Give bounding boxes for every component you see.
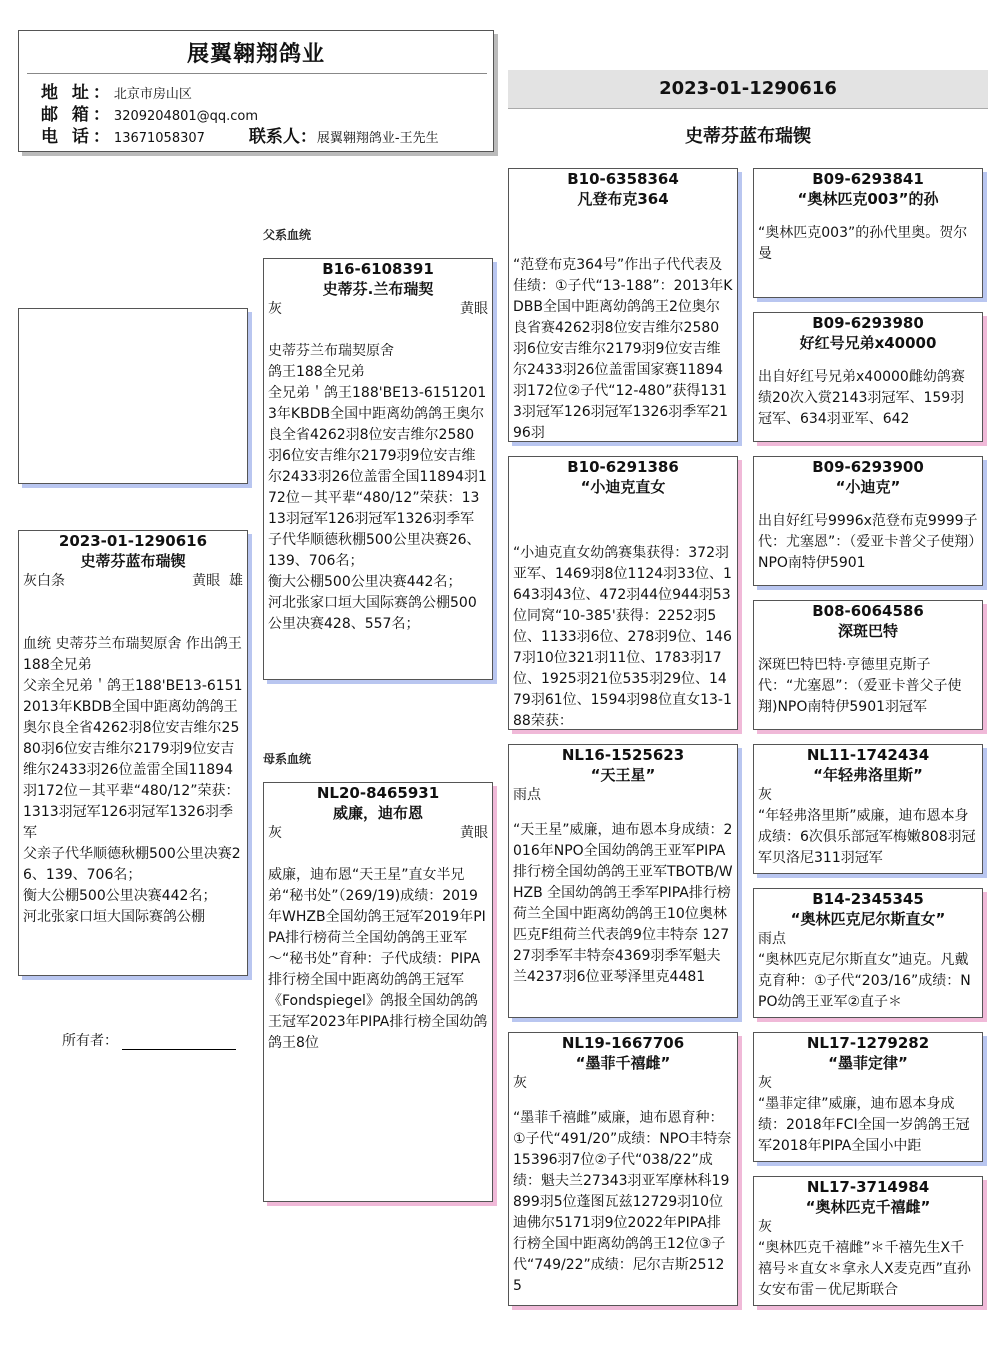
color-value: 灰 [268, 825, 282, 841]
ring-number: B10-6358364 [567, 170, 679, 188]
pigeon-name: 深斑巴特 [837, 622, 898, 640]
pigeon-description: “天王星”威廉，迪布恩本身成绩：2016年NPO全国幼鸽鸽王亚军PIPA排行榜全国幼鸽鸽王亚军TBOTB/WHZB 全国幼鸽鸽王季军PIPA排行榜荷兰全国中距离幼鸽鸽王10位奥林匹克F组荷兰代表鸽9位丰特奈 12727羽季军丰特奈4369羽季军魁夫兰4237羽6位亚琴泽里克4481 [513, 822, 733, 985]
father-line-label: 父系血统 [263, 228, 312, 242]
sex-value: 雄 [229, 573, 243, 589]
color-value: 灰 [513, 1075, 527, 1091]
dsd-card [753, 888, 983, 1018]
traits-row [754, 929, 982, 950]
traits-row [509, 785, 737, 806]
ring-number: NL16-1525623 [561, 746, 685, 764]
mother-line-label: 母系血统 [263, 752, 312, 766]
pigeon-name: “墨菲定律” [828, 1054, 908, 1072]
color-value: 灰 [758, 1075, 772, 1091]
eye-value: 黄眼 [192, 573, 221, 589]
pigeon-description: 出自好红号兄弟x40000雌幼鸽赛绩20次入赏2143羽冠军、159羽冠军、634羽亚军、642 [758, 369, 965, 427]
ring-number: B10-6291386 [567, 458, 679, 476]
ring-number: B09-6293980 [812, 314, 924, 332]
ring-number: 2023-01-1290616 [58, 532, 208, 550]
email-value[interactable]: 3209204801@qq.com [113, 109, 259, 124]
eye-value: 黄眼 [460, 301, 488, 317]
ring-number: NL17-3714984 [806, 1178, 930, 1196]
phone-value: 13671058307 [113, 131, 205, 146]
ring-number: B09-6293841 [812, 170, 924, 188]
ddd-card [753, 1176, 983, 1306]
traits-row [509, 1073, 737, 1094]
color-value: 灰 [758, 1219, 772, 1235]
address-label: 地 址： [41, 83, 114, 103]
pigeon-description: 深斑巴特巴特·亨德里克斯子代：“尤塞恩”：（爱亚卡普父子使翔)NPO南特伊5901羽冠军 [758, 657, 962, 715]
sss-card [753, 168, 983, 298]
ring-number: B09-6293900 [812, 458, 924, 476]
dss-card [753, 744, 983, 874]
pigeon-description: “范登布克364号”作出子代代表及佳绩：①子代“13-188”：2013年KDBB全国中距离幼鸽鸽王2位奥尔良省赛4262羽8位安吉维尔2580羽6位安吉维尔2179羽9位安吉维尔2433羽26位盖雷国家赛11894羽172位②子代“12-480”获得1313羽冠军126羽冠军1326羽季军2196羽 [513, 257, 733, 441]
breeder-info [41, 83, 439, 149]
ssd-card [753, 312, 983, 442]
traits-row [264, 823, 492, 844]
contact-label: 联系人： [248, 127, 317, 147]
color-value: 雨点 [758, 931, 786, 947]
traits-row [754, 785, 982, 806]
phone-label: 电 话： [41, 127, 114, 147]
traits-row [19, 571, 247, 592]
sire-sire-card [508, 168, 738, 442]
dam-sire-card [508, 744, 738, 1018]
pigeon-name: 史蒂芬.兰布瑞契 [322, 280, 434, 298]
header-divider [27, 73, 487, 74]
ring-number: NL17-1279282 [806, 1034, 930, 1052]
traits-row [754, 1217, 982, 1238]
email-label: 邮 箱： [41, 105, 114, 125]
pigeon-name: “奥林匹克千禧雌” [805, 1198, 931, 1216]
traits-row [264, 299, 492, 320]
pigeon-name: “墨菲千禧雌” [575, 1054, 671, 1072]
traits-row [754, 1073, 982, 1094]
pigeon-description: “奥林匹克003”的孙代里奥。贺尔曼 [758, 225, 968, 262]
subject-card [18, 530, 248, 976]
sdd-card [753, 600, 983, 730]
ring-number: B16-6108391 [322, 260, 434, 278]
owner-signature-line[interactable] [122, 1035, 236, 1050]
pigeon-name: “小迪克” [835, 478, 901, 496]
pigeon-description: 出自好红号9996x范登布克9999子代：尤塞恩”：（爱亚卡普父子使翔）NPO南特伊5901 [758, 513, 978, 571]
contact-value: 展翼翱翔鸽业-王先生 [316, 131, 439, 146]
pigeon-description: 史蒂芬兰布瑞契原舍 鸽王188全兄弟 全兄弟＇鸽王188'BE13-61512013年KBDB全国中距离幼鸽鸽王奥尔良全省4262羽8位安吉维尔2580羽6位安吉维尔2179羽9位安吉维尔2433羽26位盖雷全国11894羽172位－其平辈“480/12”荣获：1313羽冠军126羽冠军1326羽季军 子代华顺德秋棚500公里决赛26、139、706名； 衡大公棚500公里决赛442名； 河北张家口垣大国际赛鸽公棚500公里决赛428、557名； [268, 343, 487, 632]
sire-card [263, 258, 493, 680]
owner-label: 所有者： [62, 1033, 118, 1049]
pigeon-description: 血统 史蒂芬兰布瑞契原舍 作出鸽王188全兄弟 父亲全兄弟＇鸽王188'BE13-61512013年KBDB全国中距离幼鸽鸽王奥尔良全省4262羽8位安吉维尔2580羽6位安吉维尔2179羽9位安吉维尔2433羽26位盖雷全国11894羽172位－其平辈“480/12”荣获：1313羽冠军126羽冠军1326羽季军 父亲子代华顺德秋棚500公里决赛26、139、706名； 衡大公棚500公里决赛442名； 河北张家口垣大国际赛鸽公棚 [23, 636, 243, 925]
color-value: 灰 [268, 301, 282, 317]
top-pigeon-name: 史蒂芬蓝布瑞锲 [685, 126, 811, 147]
pigeon-description: “年轻弗洛里斯”威廉，迪布恩本身成绩：6次俱乐部冠军梅嫩808羽冠军贝洛尼311羽冠军 [758, 808, 976, 866]
ring-number: B14-2345345 [812, 890, 924, 908]
pigeon-description: “奥林匹克千禧雌”＊千禧先生X千禧号＊直女＊拿永人X麦克西”直孙女安布雷－优尼斯联合 [758, 1240, 971, 1298]
pigeon-photo-placeholder [18, 308, 248, 484]
address-value: 北京市房山区 [113, 87, 192, 102]
sire-dam-card [508, 456, 738, 730]
pigeon-name: “奥林匹克尼尔斯直女” [790, 910, 946, 928]
pigeon-name: “奥林匹克003”的孙 [797, 190, 939, 208]
color-value: 灰白条 [23, 573, 65, 589]
ring-number: NL19-1667706 [561, 1034, 685, 1052]
pigeon-description: 威廉，迪布恩“天王星”直女半兄弟“秘书处”（269/19)成绩：2019年WHZB全国幼鸽王冠军2019年PIPA排行榜荷兰全国幼鸽鸽王亚军～“秘书处”育种：子代成绩：PIPA排行榜全国中距离幼鸽鸽王冠军 《Fondspiegel》鸽报全国幼鸽鸽王冠军2023年PIPA排行榜全国幼鸽鸽王8位 [268, 867, 488, 1051]
ring-number: B08-6064586 [812, 602, 924, 620]
pigeon-name: “天王星” [590, 766, 656, 784]
color-value: 雨点 [513, 787, 541, 803]
owner-field [62, 1030, 236, 1050]
ring-number: NL11-1742434 [806, 746, 930, 764]
pigeon-description: “墨菲定律”威廉，迪布恩本身成绩：2018年FCI全国一岁鸽鸽王冠军2018年PIPA全国小中距 [758, 1096, 970, 1154]
color-value: 灰 [758, 787, 772, 803]
pigeon-name: “小迪克直女 [580, 478, 666, 496]
breeder-title: 展翼翱翔鸽业 [186, 42, 325, 67]
dam-dam-card [508, 1032, 738, 1306]
sds-card [753, 456, 983, 586]
ring-number: NL20-8465931 [316, 784, 440, 802]
pigeon-description: “奥林匹克尼尔斯直女”迪克。凡戴克育种：①子代“203/16”成绩：NPO幼鸽王亚军②直子＊ [758, 952, 971, 1010]
pigeon-name: 好红号兄弟x40000 [799, 334, 937, 352]
pigeon-description: “小迪克直女幼鸽赛集获得：372羽亚军、1469羽8位1124羽33位、1643羽43位、472羽44位944羽53位同窝“10-385'获得：2252羽5位、1133羽6位、278羽9位、1467羽10位321羽11位、1783羽17位、1925羽21位535羽29位、1479羽61位、1594羽98位直女13-188荣获： [513, 545, 732, 729]
pigeon-name: “年轻弗洛里斯” [813, 766, 923, 784]
breeder-header [18, 30, 494, 152]
top-ring-number: 2023-01-1290616 [508, 70, 988, 109]
dam-card [263, 782, 493, 1202]
dds-card [753, 1032, 983, 1162]
pigeon-name: 史蒂芬蓝布瑞锲 [80, 552, 186, 570]
eye-value: 黄眼 [460, 825, 488, 841]
pigeon-name: 威廉，迪布恩 [332, 804, 423, 822]
pigeon-description: “墨菲千禧雌”威廉，迪布恩育种：①子代“491/20”成绩：NPO丰特奈 15396羽7位②子代“038/22”成绩：魁夫兰27343羽亚军摩林科19899羽5位蓬图瓦兹12729羽10位迪佛尔5171羽9位2022年PIPA排行榜全国中距离幼鸽鸽王12位③子代“749/22”成绩：尼尔吉斯25125 [513, 1110, 736, 1294]
pigeon-name: 凡登布克364 [577, 190, 669, 208]
